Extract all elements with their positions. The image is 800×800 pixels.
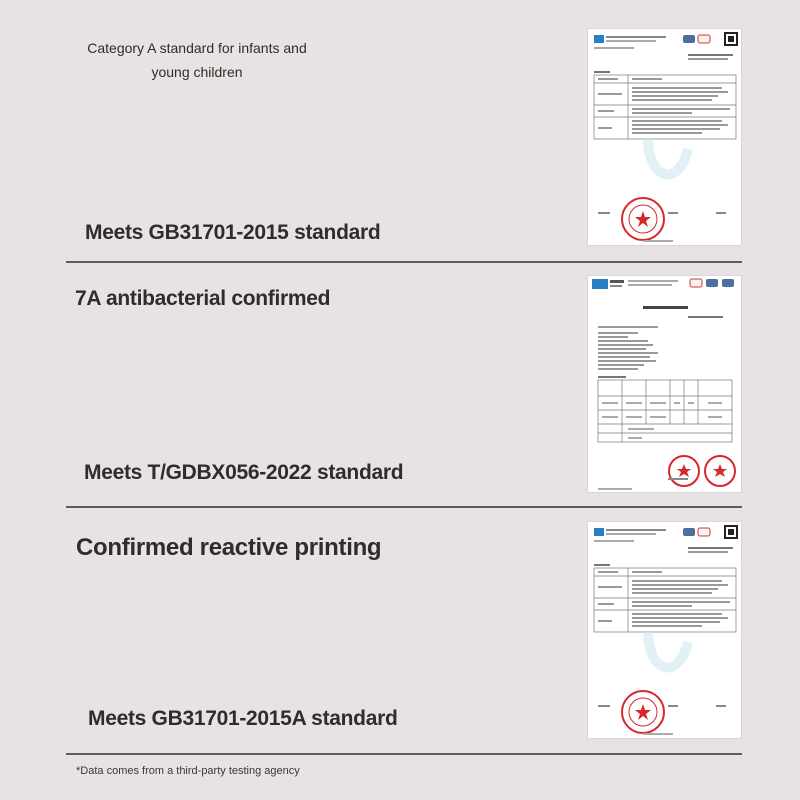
document-icon [588,29,742,246]
section-title: Category A standard for infants and young children [87,40,307,80]
document-icon [588,276,742,493]
section-title: Confirmed reactive printing [76,534,382,561]
standard-label: Meets GB31701-2015 standard [85,221,381,244]
test-report-image [587,275,742,493]
standard-label: Meets T/GDBX056-2022 standard [84,461,404,484]
section-infant-standard [0,0,800,262]
section-title: 7A antibacterial confirmed [75,287,331,310]
section-divider [66,753,742,755]
test-report-image [587,521,742,739]
test-report-image [587,28,742,246]
document-icon [588,522,742,739]
footnote: *Data comes from a third-party testing agency [76,765,300,777]
section-antibacterial [0,262,800,508]
section-reactive-printing [0,507,800,754]
standard-label: Meets GB31701-2015A standard [88,707,398,730]
